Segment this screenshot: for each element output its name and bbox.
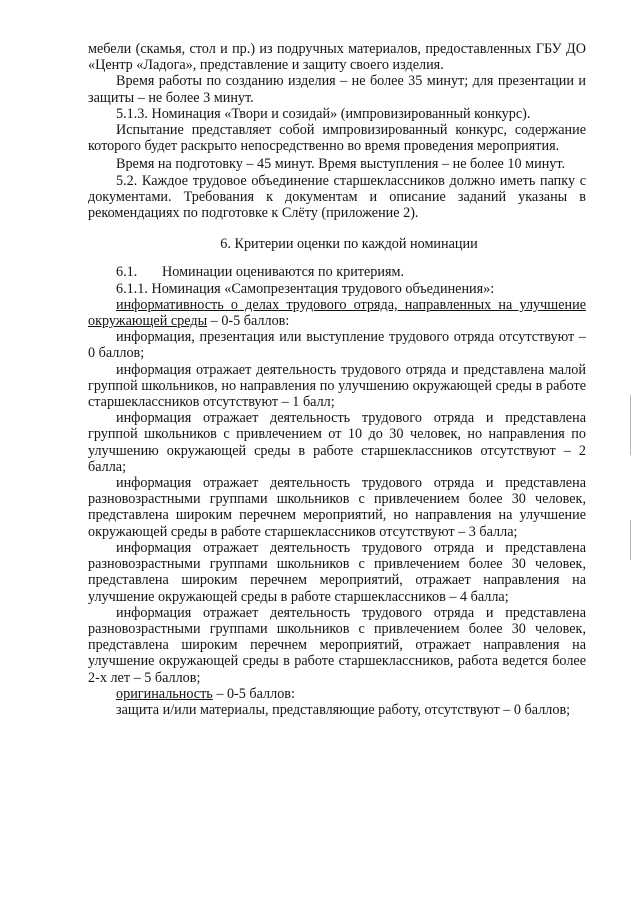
document-body [88,41,586,718]
level-0-points: информация, презентация или выступление трудового отряда отсутствуют – 0 баллов; [88,329,586,362]
level-2-points: информация отражает деятельность трудового отряда и представлена группой школьников с привлечением от 10 до 30 человек, но направления по улучшению окружающей среды в работе старшеклассников отсутствуют – 2 балла; [88,410,586,475]
criterion-informativeness [88,297,586,329]
criterion-informativeness-title: информативность о делах трудового отряда, направленных на улучшение окружающей среды [88,296,586,330]
paragraph-5-1-3: 5.1.3. Номинация «Твори и созидай» (импровизированный конкурс). [116,105,531,122]
paragraph-intro: мебели (скамья, стол и пр.) из подручных материалов, предоставленных ГБУ ДО «Центр «Ладога», представление и защиту своего изделия. [88,41,586,74]
level-5-points: информация отражает деятельность трудового отряда и представлена разновозрастными группами школьников с привлечением более 30 человек, представлена широким перечнем мероприятий, отражает направления на улучшение окружающей среды в работе старшеклассников, работа ведется более 2-х лет – 5 баллов; [88,604,586,686]
paragraph-5-2: 5.2. Каждое трудовое объединение старшеклассников должно иметь папку с документами. Требования к документам и описание заданий указаны в рекомендациях по подготовке к Слёту (приложение 2). [88,172,586,222]
paragraph-work-time: Время работы по созданию изделия – не более 35 минут; для презентации и защиты – не более 3 минут. [88,73,586,106]
paragraph-test: Испытание представляет собой импровизированный конкурс, содержание которого будет раскрыто непосредственно во время проведения мероприятия. [88,122,586,155]
scan-edge-mark [630,395,631,455]
originality-level-0: защита и/или материалы, представляющие работу, отсутствуют – 0 баллов; [116,701,571,718]
level-4-points: информация отражает деятельность трудового отряда и представлена разновозрастными группами школьников с привлечением более 30 человек, представлена широким перечнем мероприятий, отражает направления на улучшение окружающей среды в работе старшеклассников – 4 балла; [88,539,586,605]
paragraph-6-1-1: 6.1.1. Номинация «Самопрезентация трудового объединения»: [116,280,495,297]
clause-number: 6.1. [116,264,138,281]
criterion-informativeness-score: – 0-5 баллов: [207,313,290,330]
clause-text: Номинации оцениваются по критериям. [162,264,405,281]
level-3-points: информация отражает деятельность трудового отряда и представлена разновозрастными группами школьников с привлечением более 30 человек, представлена широким перечнем мероприятий, но направления на улучшение окружающей среды в работе старшеклассников отсутствуют – 3 балла; [88,475,586,540]
level-1-point: информация отражает деятельность трудового отряда и представлена малой группой школьников, но направления по улучшению окружающей среды в работе старшеклассников отсутствуют – 1 балл; [88,361,586,411]
criterion-originality-title: оригинальность [116,685,213,702]
paragraph-prep-time: Время на подготовку – 45 минут. Время выступления – не более 10 минут. [116,156,566,173]
section-title: 6. Критерии оценки по каждой номинации [220,236,478,253]
scan-edge-mark [630,520,631,560]
paragraph-6-1 [88,264,586,280]
criterion-originality [88,686,586,702]
criterion-originality-score: – 0-5 баллов: [212,685,295,702]
